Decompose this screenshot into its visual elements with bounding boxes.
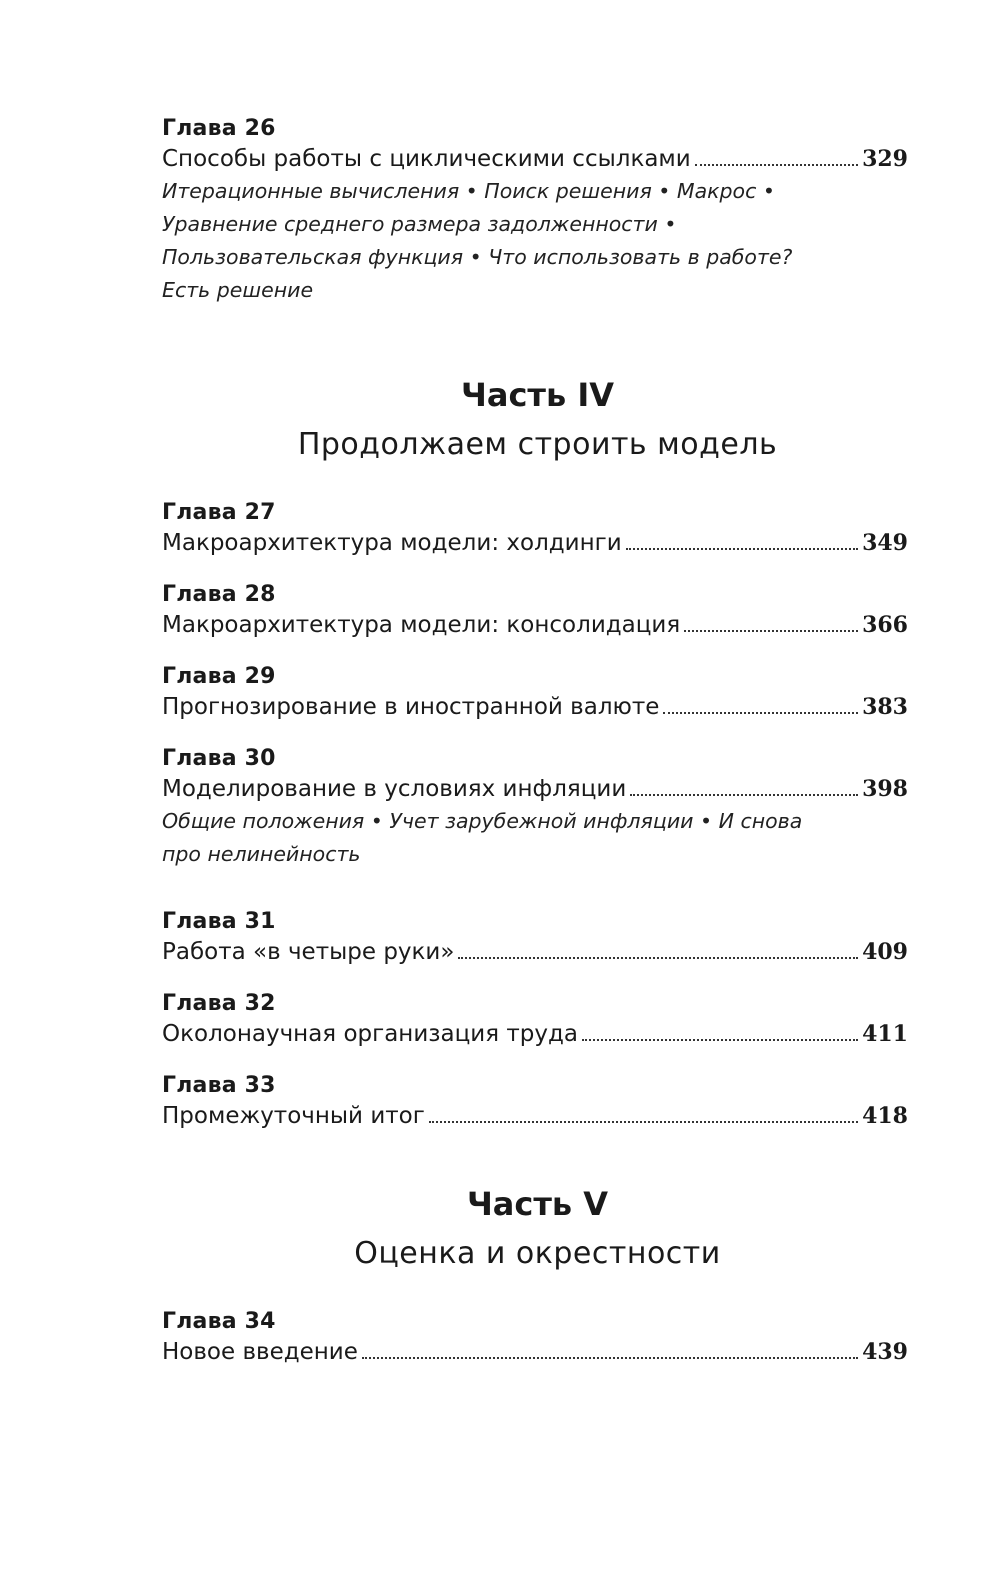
part-heading-4	[0, 375, 1000, 465]
toc-entry-chapter-27	[162, 499, 908, 559]
chapter-label: Глава 33	[162, 1073, 276, 1098]
chapter-title: Макроархитектура модели: холдинги	[162, 530, 622, 556]
subtopic-line: про нелинейность	[162, 842, 361, 866]
dot-leader	[582, 1039, 858, 1041]
chapter-title: Околонаучная организация труда	[162, 1021, 578, 1047]
page-number: 398	[862, 776, 908, 802]
toc-entry-chapter-32	[162, 990, 908, 1050]
part-heading-5	[0, 1184, 1000, 1274]
chapter-label: Глава 29	[162, 664, 276, 689]
chapter-label: Глава 34	[162, 1309, 276, 1334]
toc-entry-chapter-33	[162, 1072, 908, 1132]
toc-entry-chapter-29	[162, 663, 908, 723]
chapter-title: Способы работы с циклическими ссылками	[162, 146, 691, 172]
chapter-title: Макроархитектура модели: консолидация	[162, 612, 681, 638]
toc-line	[162, 691, 908, 723]
part-title: Оценка и окрестности	[354, 1236, 721, 1271]
page-number: 349	[862, 530, 908, 556]
page-number: 329	[862, 146, 908, 172]
dot-leader	[362, 1357, 858, 1359]
toc-line	[162, 936, 908, 968]
chapter-label: Глава 31	[162, 909, 276, 934]
chapter-subtopics	[162, 805, 908, 871]
toc-line	[162, 1336, 908, 1368]
page-number: 439	[862, 1339, 908, 1365]
chapter-title: Работа «в четыре руки»	[162, 939, 455, 965]
chapter-subtopics	[162, 175, 908, 307]
dot-leader	[626, 548, 858, 550]
chapter-title: Прогнозирование в иностранной валюте	[162, 694, 660, 720]
subtopic-line: Общие положения • Учет зарубежной инфляции • И снова	[162, 809, 803, 833]
toc-line	[162, 1018, 908, 1050]
toc-line	[162, 773, 908, 805]
chapter-label: Глава 27	[162, 500, 276, 525]
dot-leader	[684, 630, 858, 632]
subtopic-line: Есть решение	[162, 278, 314, 302]
toc-line	[162, 527, 908, 559]
toc-entry-chapter-28	[162, 581, 908, 641]
chapter-label: Глава 26	[162, 116, 276, 141]
dot-leader	[663, 712, 858, 714]
toc-line	[162, 143, 908, 175]
chapter-title: Промежуточный итог	[162, 1103, 425, 1129]
page-number: 418	[862, 1103, 908, 1129]
toc-entry-chapter-31	[162, 908, 908, 968]
page-number: 409	[862, 939, 908, 965]
page-number: 366	[862, 612, 908, 638]
chapter-label: Глава 30	[162, 746, 276, 771]
chapter-title: Моделирование в условиях инфляции	[162, 776, 627, 802]
toc-entry-chapter-34	[162, 1308, 908, 1368]
part-label: Часть V	[466, 1185, 609, 1223]
dot-leader	[458, 957, 858, 959]
subtopic-line: Итерационные вычисления • Поиск решения • Макрос •	[162, 179, 775, 203]
page-number: 383	[862, 694, 908, 720]
dot-leader	[630, 794, 858, 796]
dot-leader	[695, 164, 858, 166]
page-number: 411	[862, 1021, 908, 1047]
chapter-label: Глава 28	[162, 582, 276, 607]
chapter-label: Глава 32	[162, 991, 276, 1016]
toc-line	[162, 1100, 908, 1132]
toc-entry-chapter-30	[162, 745, 908, 871]
subtopic-line: Пользовательская функция • Что использовать в работе?	[162, 245, 793, 269]
toc-line	[162, 609, 908, 641]
dot-leader	[429, 1121, 858, 1123]
part-label: Часть IV	[460, 376, 614, 414]
subtopic-line: Уравнение среднего размера задолженности •	[162, 212, 677, 236]
chapter-title: Новое введение	[162, 1339, 358, 1365]
toc-entry-chapter-26	[162, 115, 908, 307]
part-title: Продолжаем строить модель	[297, 427, 778, 462]
